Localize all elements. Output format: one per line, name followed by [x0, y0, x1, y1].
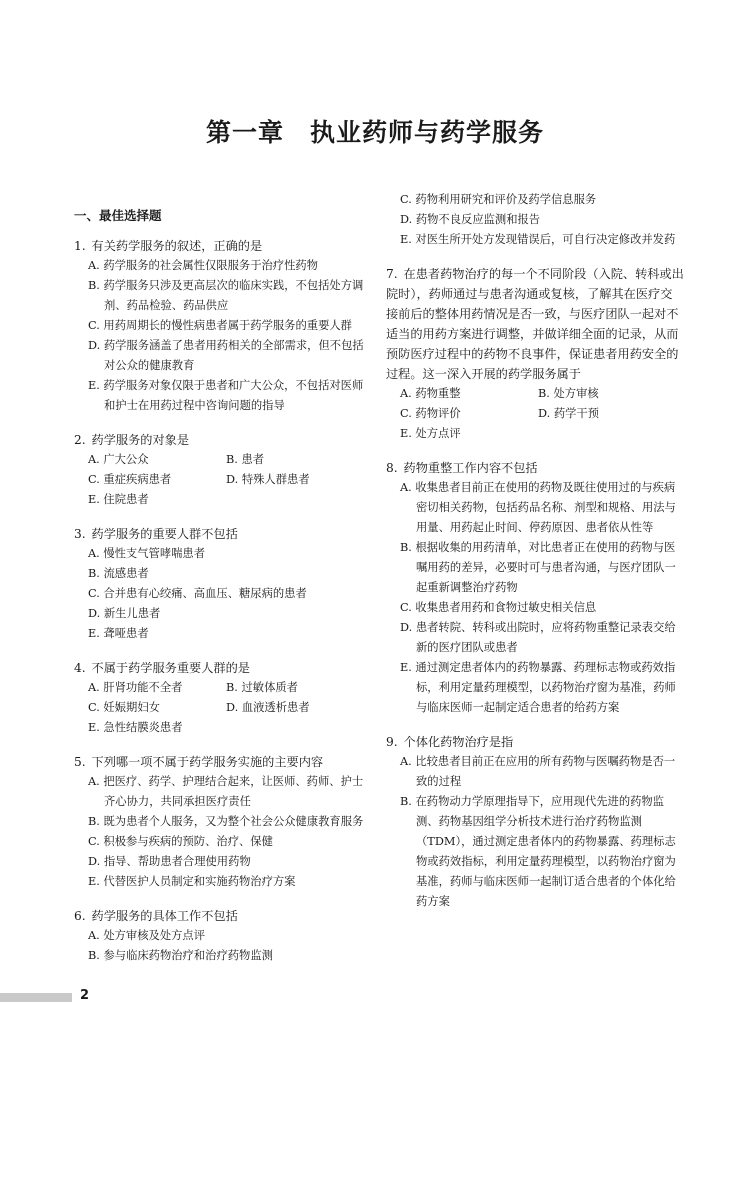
option-d: D. 药学干预: [538, 407, 600, 420]
option-e: E. 药学服务对象仅限于患者和广大公众，不包括对医师和护士在用药过程中咨询问题的指导: [88, 379, 364, 412]
option-d: D. 特殊人群患者: [226, 473, 310, 486]
option-a: A. 药学服务的社会属性仅限服务于治疗性药物: [88, 259, 318, 272]
option-a: A. 肝肾功能不全者: [88, 681, 183, 694]
question-7: [386, 264, 684, 444]
option-d: D. 新生儿患者: [88, 607, 161, 620]
option-e: E. 代替医护人员制定和实施药物治疗方案: [88, 875, 296, 888]
option-a: A. 药物重整: [400, 387, 461, 400]
option-c: C. 重症疾病患者: [88, 473, 172, 486]
left-column: [74, 200, 370, 980]
option-c: C. 合并患有心绞痛、高血压、糖尿病的患者: [88, 587, 307, 600]
option-c: C. 积极参与疾病的预防、治疗、保健: [88, 835, 273, 848]
option-c: C. 妊娠期妇女: [88, 701, 160, 714]
question-3: [74, 524, 370, 644]
option-a: A. 把医疗、药学、护理结合起来，让医师、药师、护士齐心协力，共同承担医疗责任: [88, 775, 364, 808]
option-c: C. 药物评价: [400, 407, 461, 420]
option-a: A. 广大公众: [88, 453, 149, 466]
option-c: C. 药物利用研究和评价及药学信息服务: [400, 193, 597, 206]
question-2: [74, 430, 370, 510]
option-e: E. 通过测定患者体内的药物暴露、药理标志物或药效指标，利用定量药理模型，以药物治疗窗为基准，药师与临床医师一起制定适合患者的给药方案: [400, 661, 676, 714]
option-b: B. 患者: [226, 453, 265, 466]
option-b: B. 参与临床药物治疗和治疗药物监测: [88, 949, 273, 962]
question-stem: 3. 药学服务的重要人群不包括: [74, 527, 238, 541]
option-c: C. 用药周期长的慢性病患者属于药学服务的重要人群: [88, 319, 352, 332]
option-e: E. 急性结膜炎患者: [88, 721, 183, 734]
option-e: E. 处方点评: [400, 427, 461, 440]
question-5: [74, 752, 370, 892]
option-b: B. 既为患者个人服务，又为整个社会公众健康教育服务: [88, 815, 364, 828]
option-e: E. 对医生所开处方发现错误后，可自行决定修改并发药: [400, 233, 676, 246]
question-stem: 8. 药物重整工作内容不包括: [386, 461, 538, 475]
option-e: E. 住院患者: [88, 493, 149, 506]
option-d: D. 药学服务涵盖了患者用药相关的全部需求，但不包括对公众的健康教育: [88, 339, 364, 372]
option-b: B. 处方审核: [538, 387, 599, 400]
question-stem: 6. 药学服务的具体工作不包括: [74, 909, 238, 923]
page-title: 第一章 执业药师与药学服务: [205, 118, 544, 147]
option-d: D. 指导、帮助患者合理使用药物: [88, 855, 251, 868]
option-a: A. 处方审核及处方点评: [88, 929, 206, 942]
option-b: B. 药学服务只涉及更高层次的临床实践，不包括处方调剂、药品检验、药品供应: [88, 279, 364, 312]
question-1: [74, 236, 370, 416]
question-stem: 5. 下列哪一项不属于药学服务实施的主要内容: [74, 755, 324, 769]
option-e: E. 聋哑患者: [88, 627, 149, 640]
option-b: B. 流感患者: [88, 567, 149, 580]
right-column: [386, 190, 684, 926]
question-6: [74, 906, 370, 966]
option-b: B. 在药物动力学原理指导下，应用现代先进的药物监测、药物基因组学分析技术进行治疗药物监测（TDM），通过测定患者体内的药物暴露、药理标志物或药效指标，利用定量药理模型，以药物治疗窗为基准，药师与临床医师一起制订适合患者的个体化给药方案: [400, 795, 676, 908]
question-stem: 1. 有关药学服务的叙述，正确的是: [74, 239, 263, 253]
question-stem: 7. 在患者药物治疗的每一个不同阶段（入院、转科或出院时），药师通过与患者沟通或复核，了解其在医疗交接前后的整体用药情况是否一致，与医疗团队一起对不适当的用药方案进行调整，并做详细全面的记录，从而预防医疗过程中的药物不良事件，保证患者用药安全的过程。这一深入开展的药学服务属于: [386, 267, 684, 381]
question-stem: 4. 不属于药学服务重要人群的是: [74, 661, 250, 675]
section-heading: 一、最佳选择题: [74, 208, 162, 223]
option-d: D. 血液透析患者: [226, 701, 310, 714]
question-9: [386, 732, 684, 912]
footer-bar: [0, 993, 72, 1002]
option-b: B. 根据收集的用药清单，对比患者正在使用的药物与医嘱用药的差异，必要时可与患者沟通，与医疗团队一起重新调整治疗药物: [400, 541, 676, 594]
option-d: D. 患者转院、转科或出院时，应将药物重整记录表交给新的医疗团队或患者: [400, 621, 676, 654]
question-stem: 2. 药学服务的对象是: [74, 433, 190, 447]
option-d: D. 药物不良反应监测和报告: [400, 213, 541, 226]
option-a: A. 比较患者目前正在应用的所有药物与医嘱药物是否一致的过程: [400, 755, 676, 788]
option-b: B. 过敏体质者: [226, 681, 298, 694]
option-c: C. 收集患者用药和食物过敏史相关信息: [400, 601, 597, 614]
question-4: [74, 658, 370, 738]
question-6-continued: [386, 190, 684, 250]
question-stem: 9. 个体化药物治疗是指: [386, 735, 514, 749]
question-8: [386, 458, 684, 718]
page-number: 2: [80, 988, 90, 1003]
option-a: A. 慢性支气管哮喘患者: [88, 547, 206, 560]
option-a: A. 收集患者目前正在使用的药物及既往使用过的与疾病密切相关药物，包括药品名称、剂型和规格、用法与用量、用药起止时间、停药原因、患者依从性等: [400, 481, 676, 534]
